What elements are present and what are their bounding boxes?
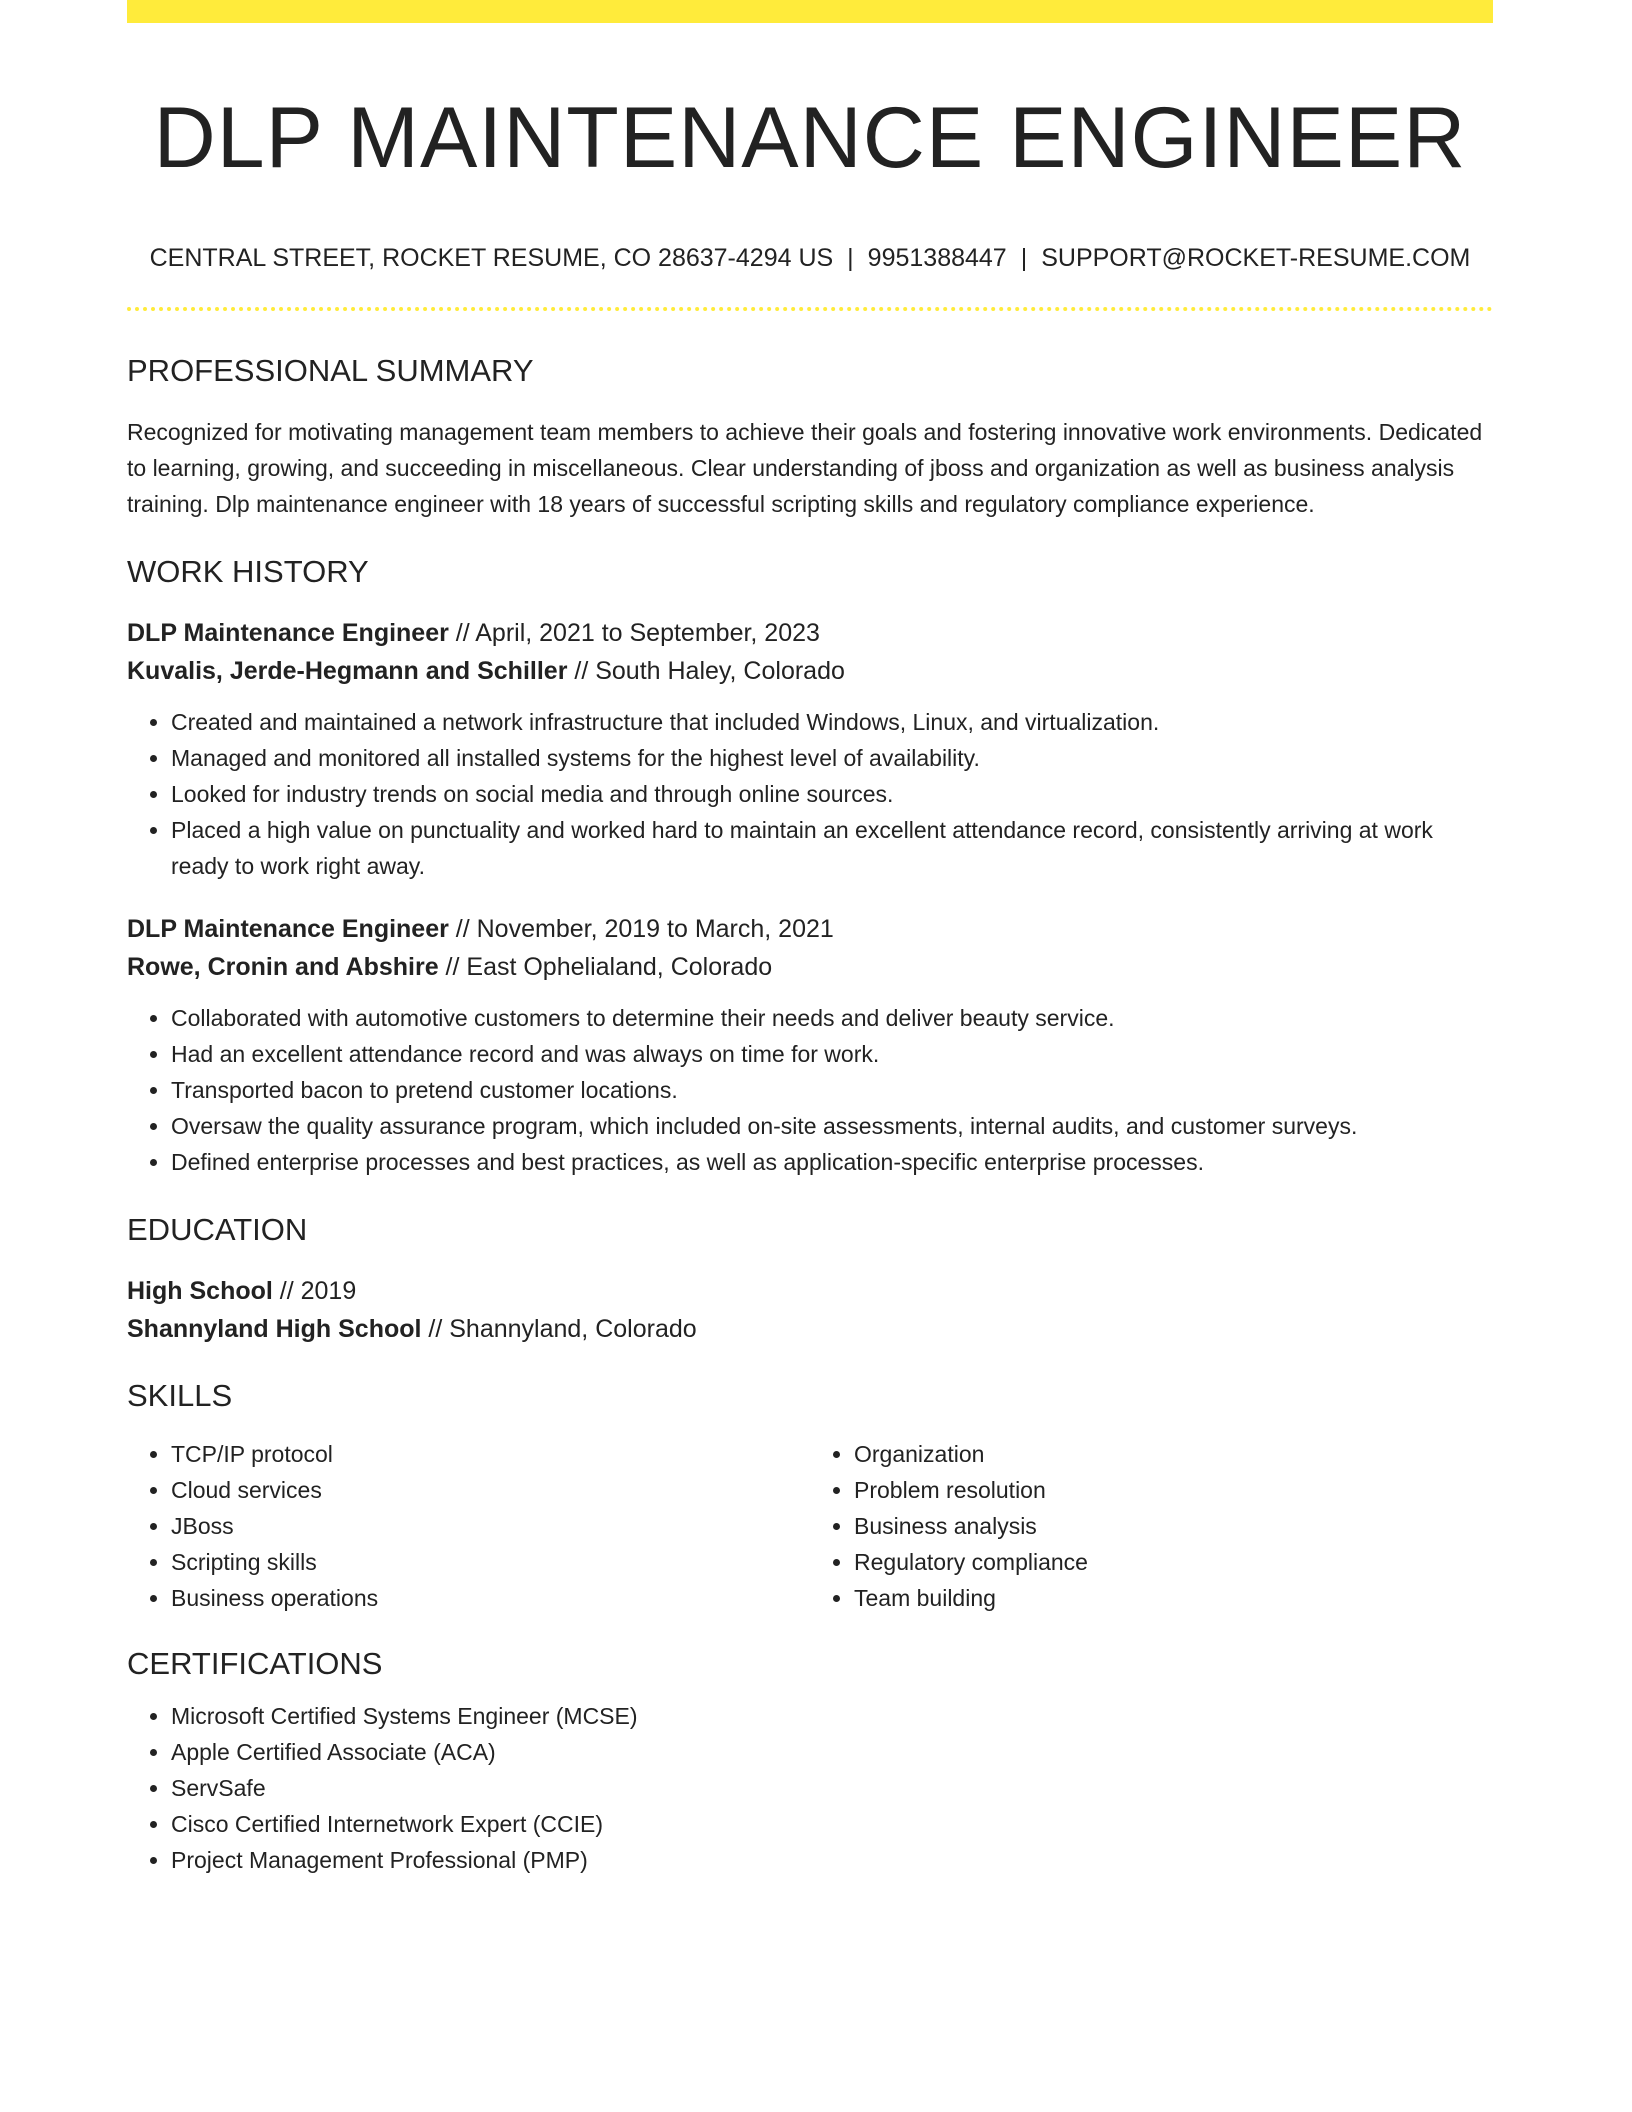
skill-item: • Regulatory compliance (854, 1544, 1493, 1580)
certifications-list (127, 1698, 1493, 1878)
accent-top-bar (127, 0, 1493, 23)
skills-list-right (810, 1436, 1493, 1616)
job-bullets (127, 704, 1493, 884)
job-bullet: • Defined enterprise processes and best practices, as well as application-specific enterprise processes. (171, 1144, 1493, 1180)
contact-email: SUPPORT@ROCKET-RESUME.COM (1041, 244, 1471, 272)
candidate-name: DLP MAINTENANCE ENGINEER (153, 90, 1467, 186)
job-location: // East Ophelialand, Colorado (438, 953, 773, 981)
job-bullet: • Managed and monitored all installed systems for the highest level of availability. (171, 740, 1493, 776)
skill-item: • Cloud services (171, 1472, 810, 1508)
job-company: Kuvalis, Jerde-Hegmann and Schiller (127, 657, 568, 685)
contact-line (127, 241, 1493, 275)
skill-item: • Problem resolution (854, 1472, 1493, 1508)
job-role: DLP Maintenance Engineer (127, 619, 449, 647)
job-bullets (127, 1000, 1493, 1180)
certification-item: • Apple Certified Associate (ACA) (171, 1734, 1493, 1770)
job-company: Rowe, Cronin and Abshire (127, 953, 439, 981)
job-company-line (127, 948, 1493, 986)
skill-item: • Business analysis (854, 1508, 1493, 1544)
job-entry (127, 910, 1493, 1180)
education-degree-line (127, 1272, 1493, 1310)
skills-columns (127, 1422, 1493, 1616)
job-company-line (127, 652, 1493, 690)
summary-heading: PROFESSIONAL SUMMARY (127, 353, 534, 388)
summary-text: Recognized for motivating management team members to achieve their goals and fostering innovative work environments. Dedicated to learning, growing, and succeeding in miscellaneous. Clear understanding of jboss and organization as well as business analysis training. Dlp maintenance engineer with 18 years of successful scripting skills and regulatory compliance experience. (127, 419, 1483, 517)
education-year: // 2019 (272, 1277, 357, 1305)
education-degree: High School (127, 1277, 273, 1305)
certification-item: • ServSafe (171, 1770, 1493, 1806)
work-history-heading: WORK HISTORY (127, 554, 369, 589)
job-role-line (127, 614, 1493, 652)
job-bullet: • Oversaw the quality assurance program, which included on-site assessments, internal audits, and customer surveys. (171, 1108, 1493, 1144)
job-bullet: • Collaborated with automotive customers to determine their needs and deliver beauty service. (171, 1000, 1493, 1036)
job-role-line (127, 910, 1493, 948)
education-school: Shannyland High School (127, 1315, 422, 1343)
certification-item: • Project Management Professional (PMP) (171, 1842, 1493, 1878)
skill-item: • Business operations (171, 1580, 810, 1616)
resume-page (127, 0, 1493, 1878)
contact-separator: | (1020, 244, 1028, 272)
skill-item: • JBoss (171, 1508, 810, 1544)
job-bullet: • Created and maintained a network infrastructure that included Windows, Linux, and virtualization. (171, 704, 1493, 740)
job-location: // South Haley, Colorado (567, 657, 845, 685)
job-dates: // November, 2019 to March, 2021 (448, 915, 834, 943)
header-divider (127, 307, 1493, 311)
job-role: DLP Maintenance Engineer (127, 915, 449, 943)
contact-phone: 9951388447 (867, 244, 1007, 272)
certification-item: • Cisco Certified Internetwork Expert (CCIE) (171, 1806, 1493, 1842)
skill-item: • TCP/IP protocol (171, 1436, 810, 1472)
certifications-heading: CERTIFICATIONS (127, 1646, 383, 1681)
job-bullet: • Looked for industry trends on social media and through online sources. (171, 776, 1493, 812)
certification-item: • Microsoft Certified Systems Engineer (MCSE) (171, 1698, 1493, 1734)
job-bullet: • Transported bacon to pretend customer locations. (171, 1072, 1493, 1108)
job-bullet: • Placed a high value on punctuality and worked hard to maintain an excellent attendance record, consistently arriving at work ready to work right away. (171, 812, 1493, 884)
education-location: // Shannyland, Colorado (421, 1315, 697, 1343)
skills-heading: SKILLS (127, 1378, 233, 1413)
contact-address: CENTRAL STREET, ROCKET RESUME, CO 28637-4294 US (149, 244, 834, 272)
skill-item: • Scripting skills (171, 1544, 810, 1580)
job-entry (127, 614, 1493, 884)
skill-item: • Team building (854, 1580, 1493, 1616)
education-school-line (127, 1310, 1493, 1348)
education-heading: EDUCATION (127, 1212, 308, 1247)
contact-separator: | (847, 244, 854, 272)
job-dates: // April, 2021 to September, 2023 (448, 619, 820, 647)
job-bullet: • Had an excellent attendance record and was always on time for work. (171, 1036, 1493, 1072)
skills-list-left (127, 1436, 810, 1616)
skill-item: • Organization (854, 1436, 1493, 1472)
